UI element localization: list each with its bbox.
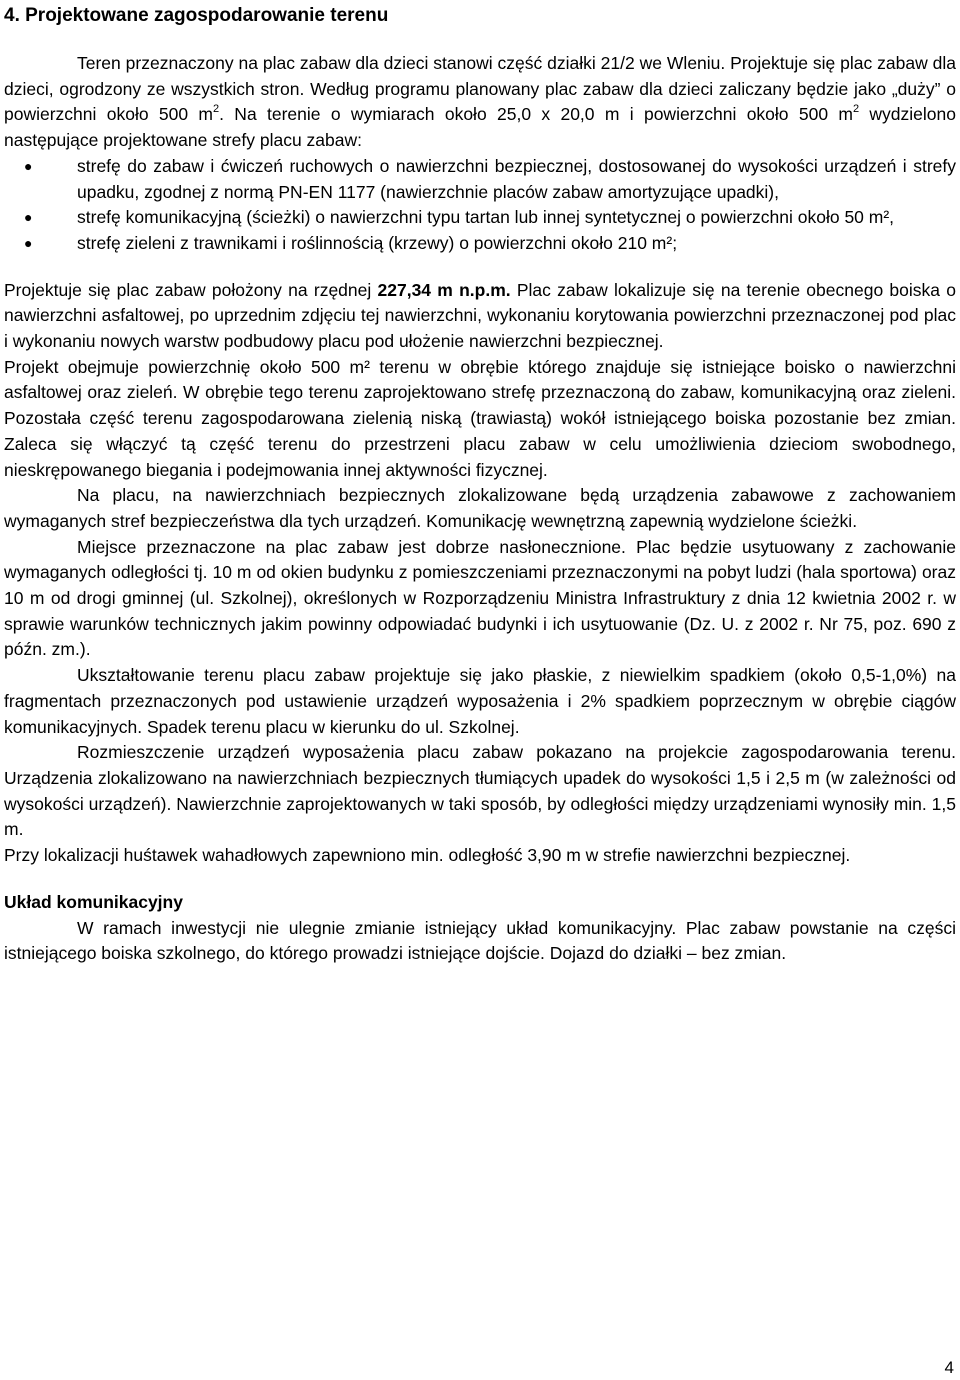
paragraph-swings: Przy lokalizacji huśtawek wahadłowych zapewniono min. odległość 3,90 m w strefie nawierzchni bezpiecznej. (4, 845, 851, 866)
section-title: 4. Projektowane zagospodarowanie terenu (4, 5, 389, 26)
superscript: 2 (213, 102, 220, 115)
paragraph-elevation (4, 278, 956, 355)
zone-list (4, 154, 956, 257)
page-number: 4 (944, 1358, 954, 1377)
paragraph-scope: Projekt obejmuje powierzchnię około 500 m² terenu w obrębie którego znajduje się istniejące boisko o nawierzchni asfaltowej oraz zieleń. W obrębie tego terenu zaprojektowano strefę przeznaczoną do zabaw, komunikacyjną oraz zieleni. Pozostała część terenu zagospodarowana zielenią niską (trawiastą) wokół istniejącego boiska pozostanie bez zmian. Zaleca się włączyć tą część terenu do przestrzeni placu zabaw w celu umożliwienia dzieciom swobodnego, nieskrępowanego biegania i podejmowania innej aktywności fizycznej. (4, 356, 956, 480)
list-item-text: strefę komunikacyjną (ścieżki) o nawierzchni typu tartan lub innej syntetycznej o powierzchni około 50 m², (77, 207, 895, 228)
text-run: . Na terenie o wymiarach około 25,0 x 20,0 m i powierzchni około 500 m (219, 104, 853, 125)
text-run: Projektuje się plac zabaw położony na rzędnej (4, 279, 378, 300)
text-run: wydzielono następujące projektowane strefy placu zabaw: (4, 104, 956, 151)
document-page (4, 0, 956, 967)
bullet-icon: ● (24, 234, 33, 251)
list-item-text: strefę zieleni z trawnikami i roślinnością (krzewy) o powierzchni około 210 m²; (77, 232, 678, 253)
text-run: Plac zabaw lokalizuje się na terenie obecnego boiska o nawierzchni asfaltowej, po uprzednim zdjęciu tej nawierzchni, wykonaniu korytowania powierzchni przeznaczonej pod plac i wykonaniu nowych warstw podbudowy placu pod ułożenie nawierzchni bezpiecznej. (4, 279, 956, 352)
paragraph-terrain: Ukształtowanie terenu placu zabaw projektuje się jako płaskie, z niewielkim spadkiem (około 0,5-1,0%) na fragmentach przeznaczonych pod ustawienie urządzeń wyposażenia i 2% spadkiem poprzecznym w obrębie ciągów komunikacyjnych. Spadek terenu placu w kierunku do ul. Szkolnej. (4, 665, 956, 737)
paragraph-devices: Na placu, na nawierzchniach bezpiecznych zlokalizowane będą urządzenia zabawowe z zachowaniem wymaganych stref bezpieczeństwa dla tych urządzeń. Komunikację wewnętrzną zapewnią wydzielone ścieżki. (4, 485, 956, 531)
superscript: 2 (852, 102, 860, 115)
list-item-text: strefę do zabaw i ćwiczeń ruchowych o nawierzchni bezpiecznej, dostosowanej do wysokości urządzeń i strefy upadku, zgodnej z normą PN-EN 1177 (nawierzchnie placów zabaw amortyzujące upadki), (77, 155, 956, 202)
spacer (4, 29, 956, 51)
paragraph-traffic: W ramach inwestycji nie ulegnie zmianie istniejący układ komunikacyjny. Plac zabaw powstanie na części istniejącego boiska szkolnego, do którego prowadzi istniejące dojście. Dojazd do działki – bez zmian. (4, 917, 956, 964)
paragraph-intro (4, 51, 956, 154)
list-item (4, 154, 956, 205)
elevation-value: 227,34 m n.p.m. (377, 279, 511, 300)
text-run: Teren przeznaczony na plac zabaw dla dzieci stanowi część działki 21/2 we Wleniu. Projektuje się plac zabaw dla dzieci, ogrodzony ze wszystkich stron. Według programu planowany plac zabaw dla dzieci zaliczany będzie jako „duży” o powierzchni około 500 m (4, 53, 956, 125)
paragraph-location: Miejsce przeznaczone na plac zabaw jest dobrze nasłonecznione. Plac będzie usytuowany z zachowanie wymaganych odległości tj. 10 m od okien budynku z pomieszczeniami przeznaczonymi na pobyt ludzi (hala sportowa) oraz 10 m od drogi gminnej (ul. Szkolnej), określonych w Rozporządzeniu Ministra Infrastruktury z dnia 12 kwietnia 2002 r. w sprawie warunków technicznych jakim powinny odpowiadać budynki i ich usytuowanie (Dz. U. z 2002 r. Nr 75, poz. 690 z późn. zm.). (4, 536, 956, 660)
spacer (4, 869, 956, 890)
list-item (4, 231, 956, 257)
subsection-title: Układ komunikacyjny (4, 891, 183, 912)
spacer (4, 257, 956, 278)
list-item (4, 205, 956, 231)
bullet-icon: ● (24, 157, 33, 174)
paragraph-layout: Rozmieszczenie urządzeń wyposażenia placu zabaw pokazano na projekcie zagospodarowania terenu. Urządzenia zlokalizowano na nawierzchniach bezpiecznych tłumiących upadek do wysokości 1,5 i 2,5 m (w zależności od wysokości urządzeń). Nawierzchnie zaprojektowanych w taki sposób, by odległości między urządzeniami wynosiły min. 1,5 m. (4, 742, 956, 840)
bullet-icon: ● (24, 209, 33, 226)
